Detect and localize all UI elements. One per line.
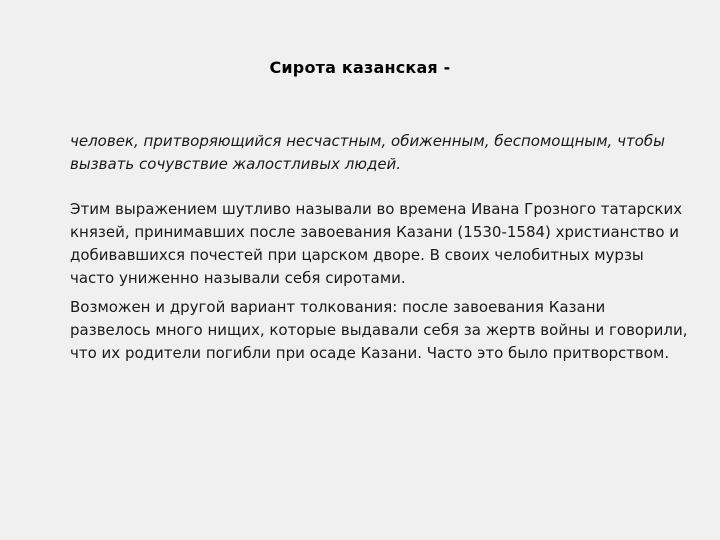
definition-text: человек, притворяющийся несчастным, обиженным, беспомощным, чтобы вызвать сочувствие жалостливых людей. — [70, 132, 665, 173]
slide-title: Сирота казанская - — [269, 58, 451, 77]
paragraph-history: Этим выражением шутливо называли во времена Ивана Грозного татарских князей, принимавших после завоевания Казани (1530-1584) христианство и добивавшихся почестей при царском дворе. В своих челобитных мурзы часто униженно называли себя сиротами. — [70, 200, 683, 287]
slide-body — [70, 130, 690, 371]
paragraph-alternative: Возможен и другой вариант толкования: после завоевания Казани развелось много нищих, которые выдавали себя за жертв войны и говорили, что их родители погибли при осаде Казани. Часто это было притворством. — [70, 298, 688, 362]
